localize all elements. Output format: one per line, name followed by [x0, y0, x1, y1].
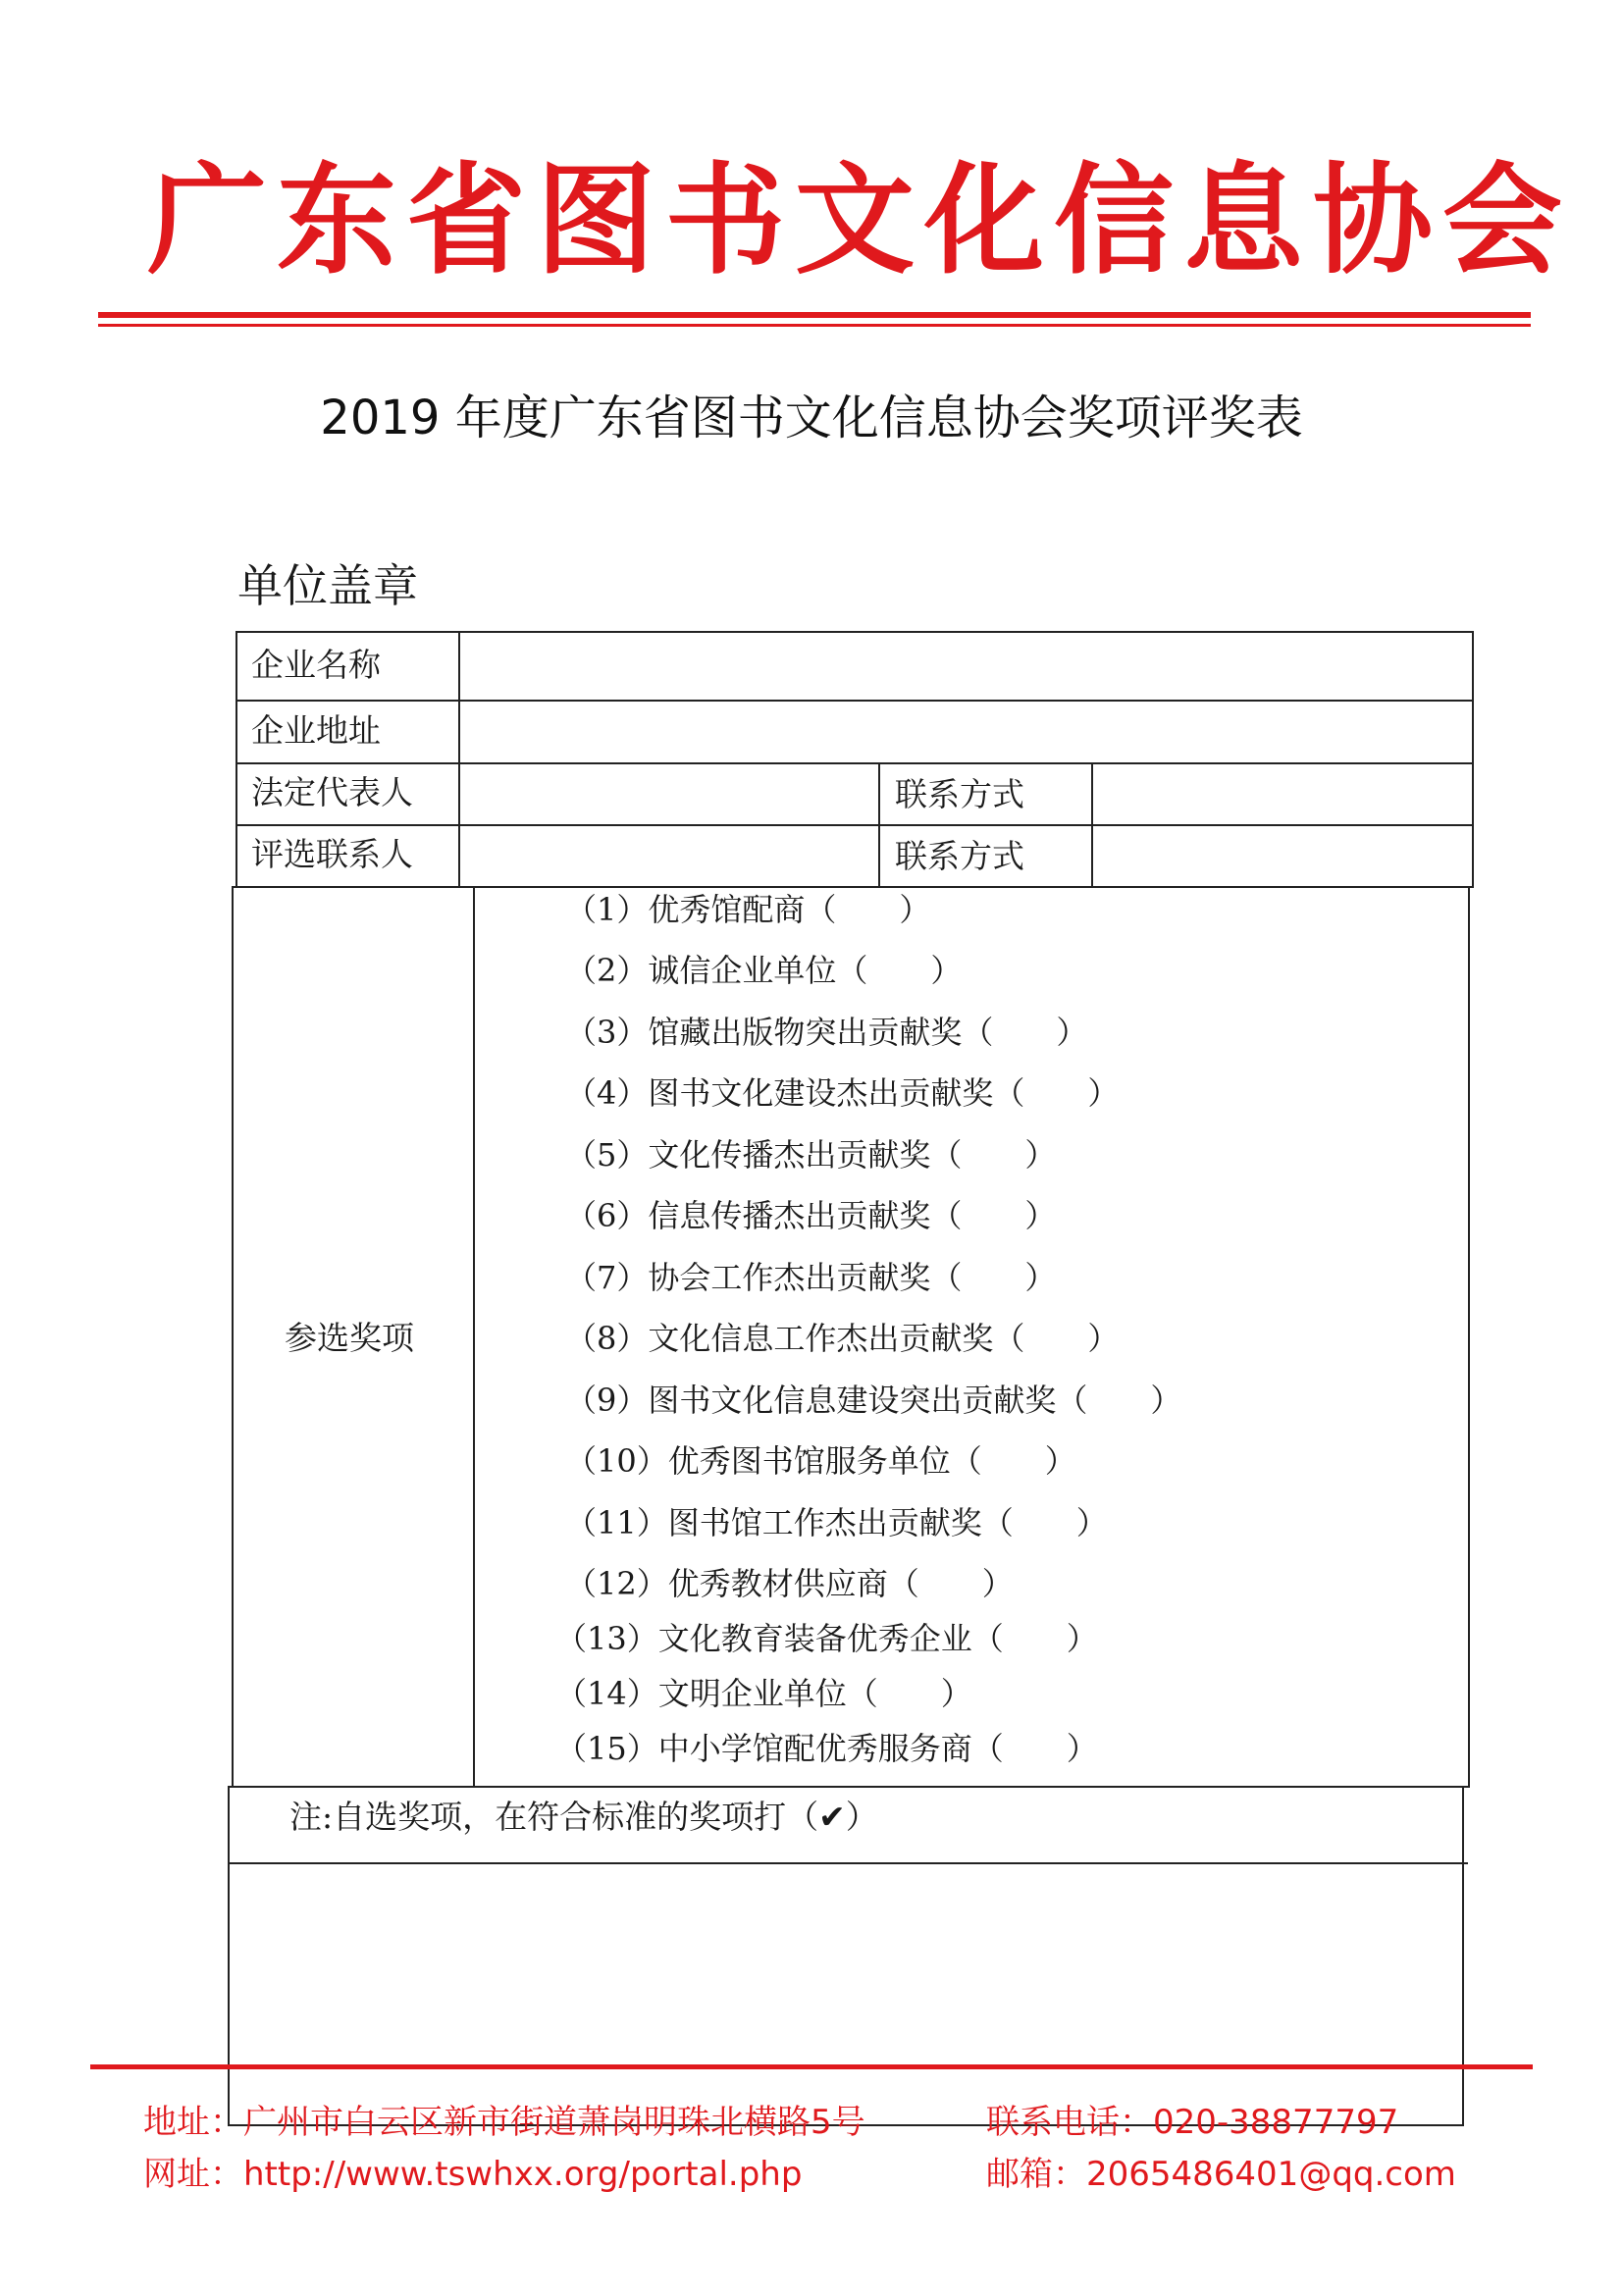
award-option[interactable]: （14）文明企业单位（ ） [555, 1675, 972, 1712]
remarks-area[interactable] [232, 1866, 1460, 2121]
footer-email[interactable]: 邮箱：2065486401@qq.com [986, 2155, 1456, 2194]
table-border-left [228, 1786, 230, 2126]
table-border-right [1472, 631, 1474, 888]
awards-label: 参选奖项 [285, 1319, 414, 1357]
selection-contact-label: 评选联系人 [251, 835, 413, 873]
company-name-label: 企业名称 [251, 646, 381, 684]
table-border-left [236, 631, 237, 888]
table-column-divider [473, 886, 475, 1788]
table-column-divider [458, 631, 460, 888]
legal-rep-field[interactable] [461, 765, 877, 823]
award-option[interactable]: （15）中小学馆配优秀服务商（ ） [555, 1730, 1098, 1767]
table-row-divider [236, 700, 1474, 702]
company-address-label: 企业地址 [251, 711, 381, 750]
award-option[interactable]: （2）诚信企业单位（ ） [565, 952, 963, 989]
award-option[interactable]: （7）协会工作杰出贡献奖（ ） [565, 1259, 1057, 1296]
table-border-top [236, 631, 1474, 633]
award-option[interactable]: （9）图书文化信息建设突出贡献奖（ ） [565, 1382, 1182, 1419]
footer-address: 地址：广州市白云区新市街道萧岗明珠北横路5号 [143, 2103, 865, 2142]
table-row-divider [236, 762, 1474, 764]
letterhead-divider-thick [98, 312, 1531, 318]
award-option[interactable]: （5）文化传播杰出贡献奖（ ） [565, 1136, 1057, 1174]
table-column-divider [1091, 762, 1093, 888]
footer-website[interactable]: 网址：http://www.tswhxx.org/portal.php [143, 2155, 803, 2194]
contact-method-label: 联系方式 [895, 837, 1024, 875]
legal-rep-contact-field[interactable] [1094, 765, 1471, 823]
stamp-label: 单位盖章 [237, 559, 418, 612]
table-row-divider [228, 1862, 1468, 1864]
award-option[interactable]: （10）优秀图书馆服务单位（ ） [565, 1442, 1076, 1480]
award-option[interactable]: （8）文化信息工作杰出贡献奖（ ） [565, 1320, 1120, 1357]
award-option[interactable]: （4）图书文化建设杰出贡献奖（ ） [565, 1074, 1120, 1112]
table-border-right [1468, 886, 1470, 1788]
company-address-field[interactable] [461, 703, 1470, 761]
contact-method-label: 联系方式 [895, 775, 1024, 813]
footer-divider [90, 2064, 1533, 2069]
award-option[interactable]: （11）图书馆工作杰出贡献奖（ ） [565, 1504, 1108, 1541]
table-border-left [232, 886, 234, 1788]
award-option[interactable]: （1）优秀馆配商（ ） [565, 891, 931, 928]
selection-contact-method-field[interactable] [1094, 827, 1471, 885]
table-row-divider [234, 886, 1474, 888]
award-option[interactable]: （6）信息传播杰出贡献奖（ ） [565, 1197, 1057, 1234]
selection-contact-field[interactable] [461, 827, 877, 885]
company-name-field[interactable] [461, 634, 1470, 699]
table-row-divider [230, 1786, 1468, 1788]
table-row-divider [236, 824, 1474, 826]
form-title: 2019 年度广东省图书文化信息协会奖项评奖表 [320, 391, 1303, 445]
legal-rep-label: 法定代表人 [251, 773, 413, 811]
award-option[interactable]: （12）优秀教材供应商（ ） [565, 1565, 1014, 1602]
footer-phone: 联系电话：020-38877797 [986, 2103, 1399, 2142]
letterhead-title: 广东省图书文化信息协会 [147, 151, 1572, 290]
table-border-right [1462, 1786, 1464, 2126]
selection-note: 注:自选奖项，在符合标准的奖项打（✔） [289, 1798, 878, 1836]
award-option[interactable]: （13）文化教育装备优秀企业（ ） [555, 1620, 1098, 1657]
table-column-divider [878, 762, 880, 888]
award-option[interactable]: （3）馆藏出版物突出贡献奖（ ） [565, 1014, 1088, 1051]
letterhead-divider-thin [98, 324, 1531, 327]
